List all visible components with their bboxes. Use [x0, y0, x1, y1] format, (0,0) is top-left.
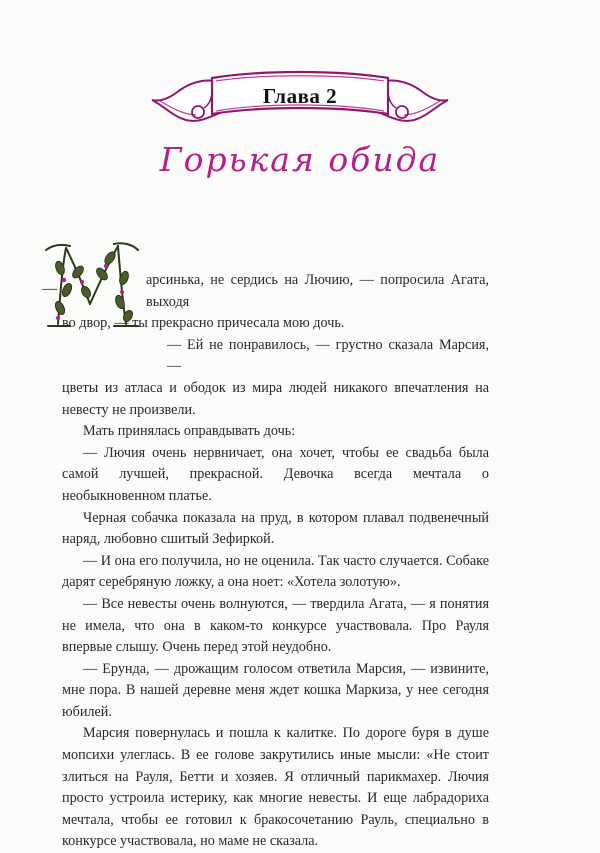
chapter-banner	[150, 68, 450, 134]
paragraph: — Все невесты очень волнуются, — твердила Агата, — я понятия не имела, что она в каком-то конкурсе участвовала. Про Рауля впервые слышу. Очень перед этой неудобно.	[62, 595, 489, 656]
chapter-body	[62, 270, 489, 853]
paragraph-line: во двор, — ты прекрасно причесала мою дочь.	[62, 315, 345, 332]
paragraph	[62, 270, 489, 313]
paragraph	[62, 378, 489, 421]
paragraph: Мать принялась оправдывать дочь:	[83, 423, 296, 440]
paragraph: — Лючия очень нервничает, она хочет, чтобы ее свадьба была самой лучшей, прекрасной. Девочка всегда мечтала о необыкновенном платье.	[62, 444, 489, 504]
dropcap-dash: —	[42, 281, 57, 297]
paragraph: Черная собачка показала на пруд, в котором плавал подвенечный наряд, любовно сшитый Зефиркой.	[62, 509, 489, 548]
chapter-number: Глава 2	[262, 84, 338, 108]
paragraph: — Ерунда, — дрожащим голосом ответила Марсия, — извините, мне пора. В нашей деревне меня ждет кошка Маркиза, у нее сегодня юбилей.	[62, 660, 489, 720]
paragraph-text: цветы из атласа и ободок из мира людей никакого впечатления на невесту не произвели.	[62, 379, 489, 418]
paragraph: Марсия повернулась и пошла к калитке. По дороге буря в душе мопсихи улеглась. В ее голове закрутились иные мысли: «Не стоит злиться на Рауля, Бетти и хозяев. Я отличный парикмахер. Лючия просто устроила истерику, как многие невесты. И еще лабрадориха мечтала, чтобы ее готовил к бракосочетанию Рауль, специально в конкурсе участвовала, но маме не сказала.	[62, 725, 489, 850]
paragraph	[62, 335, 489, 378]
chapter-title: Горькая обида	[159, 140, 441, 179]
paragraph-line: — Ей не понравилось, — грустно сказала Марсия, —	[167, 336, 489, 375]
paragraph: — И она его получила, но не оценила. Так часто случается. Собаке дарят серебряную ложку, а она ноет: «Хотела золотую».	[62, 552, 489, 591]
paragraph	[62, 313, 489, 335]
paragraph-line: арсинька, не сердись на Лючию, — попросила Агата, выходя	[146, 272, 489, 310]
